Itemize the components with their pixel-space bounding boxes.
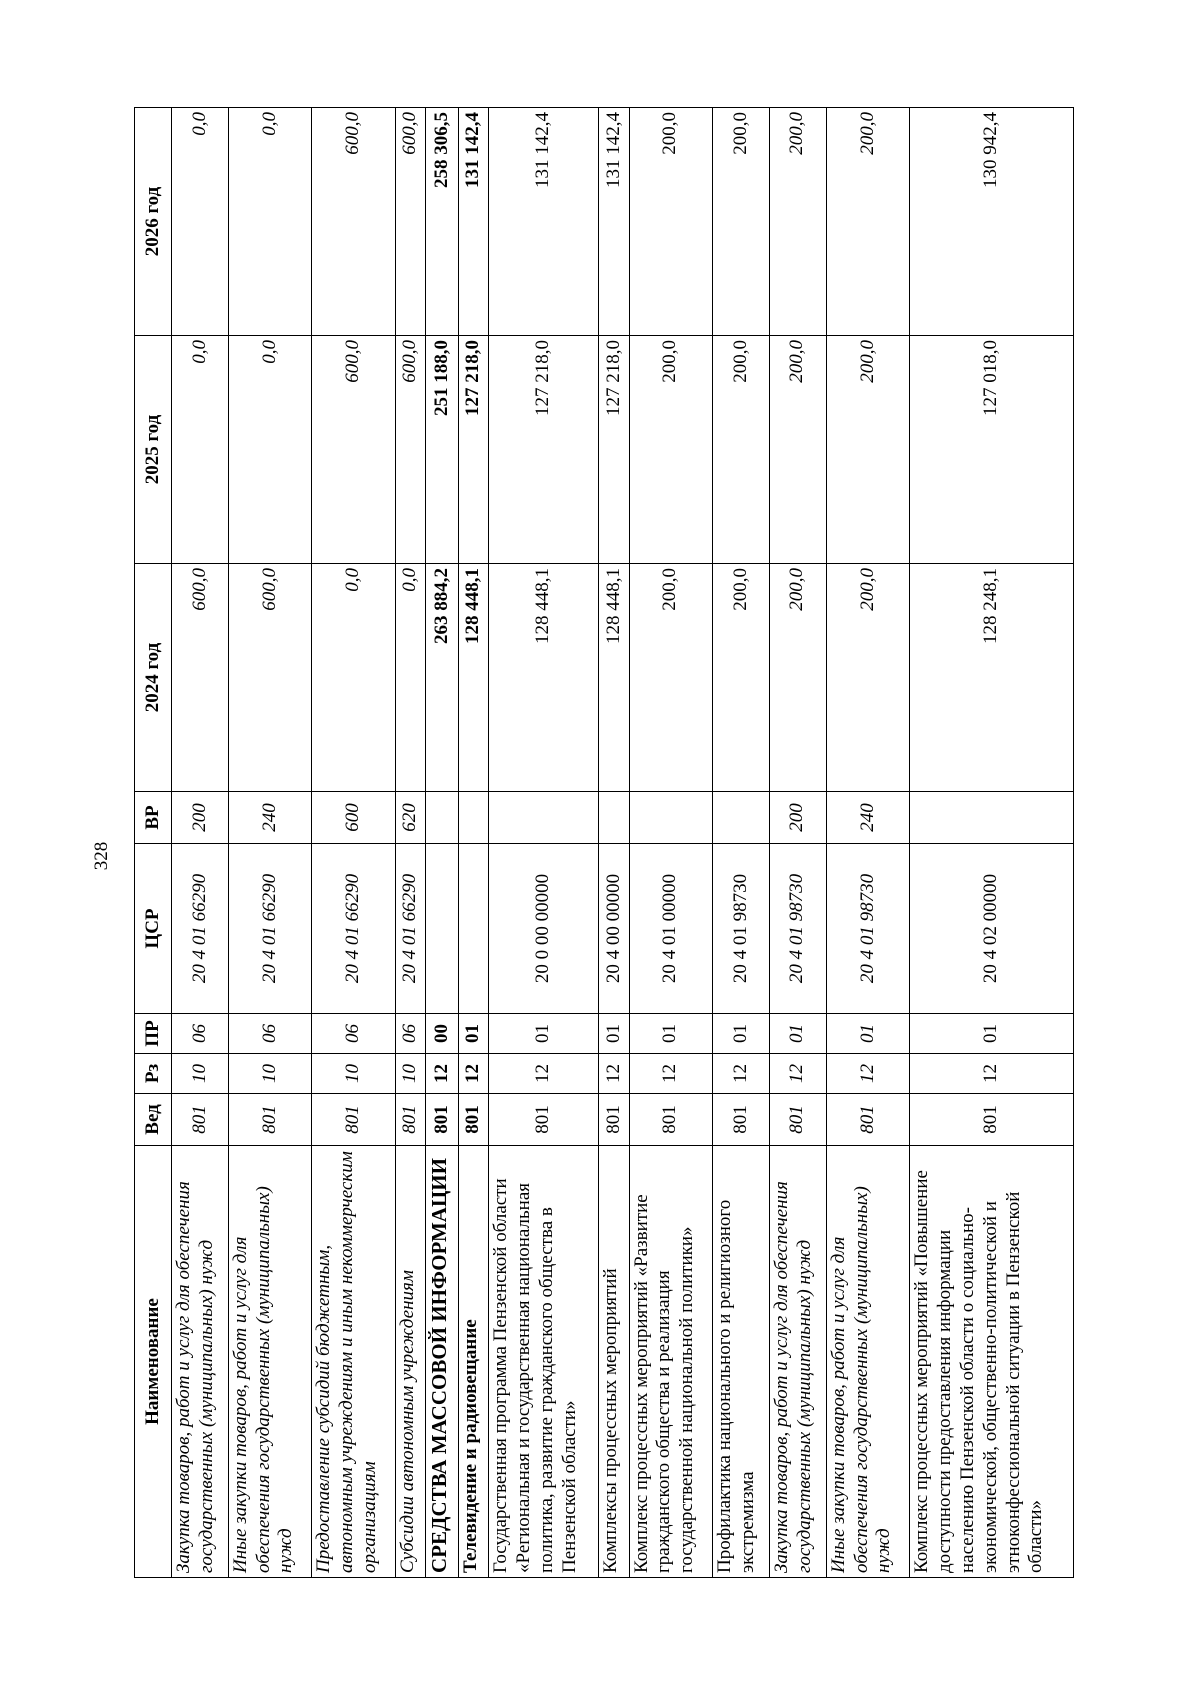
table-row bbox=[228, 108, 312, 1578]
row-pr: 00 bbox=[426, 1014, 459, 1054]
row-csr bbox=[459, 844, 489, 1014]
row-2026: 200,0 bbox=[629, 108, 713, 336]
row-vr bbox=[489, 792, 599, 844]
row-name: Комплекс процессных мероприятий «Повышение доступности предоставления информации населению Пензенской области о социально-экономической, общественно-политической и этноконфессиональной ситуации в Пензенской области» bbox=[910, 1146, 1074, 1578]
row-vr: 240 bbox=[826, 792, 910, 844]
row-2026: 131 142,4 bbox=[489, 108, 599, 336]
row-2026: 600,0 bbox=[312, 108, 396, 336]
row-name: Закупка товаров, работ и услуг для обеспечения государственных (муниципальных) нужд bbox=[769, 1146, 826, 1578]
row-rz: 12 bbox=[599, 1054, 629, 1094]
table-row bbox=[826, 108, 910, 1578]
row-2026: 130 942,4 bbox=[910, 108, 1074, 336]
row-rz: 10 bbox=[312, 1054, 396, 1094]
row-ved: 801 bbox=[910, 1094, 1074, 1146]
row-rz: 12 bbox=[629, 1054, 713, 1094]
row-2024: 0,0 bbox=[395, 564, 425, 792]
row-name: СРЕДСТВА МАССОВОЙ ИНФОРМАЦИИ bbox=[426, 1146, 459, 1578]
row-pr: 06 bbox=[395, 1014, 425, 1054]
row-name: Иные закупки товаров, работ и услуг для обеспечения государственных (муниципальных) нужд bbox=[228, 1146, 312, 1578]
row-2025: 127 218,0 bbox=[599, 336, 629, 564]
row-ved: 801 bbox=[826, 1094, 910, 1146]
row-csr: 20 4 01 66290 bbox=[172, 844, 229, 1014]
row-vr bbox=[713, 792, 770, 844]
table-row bbox=[769, 108, 826, 1578]
budget-table bbox=[134, 107, 1074, 1578]
row-2024: 200,0 bbox=[769, 564, 826, 792]
row-rz: 10 bbox=[172, 1054, 229, 1094]
row-2024: 600,0 bbox=[228, 564, 312, 792]
row-2025: 600,0 bbox=[312, 336, 396, 564]
row-pr: 06 bbox=[228, 1014, 312, 1054]
table-row bbox=[172, 108, 229, 1578]
row-pr: 01 bbox=[489, 1014, 599, 1054]
row-vr: 600 bbox=[312, 792, 396, 844]
row-vr bbox=[599, 792, 629, 844]
header-csr: ЦСР bbox=[135, 844, 172, 1014]
row-2024: 128 448,1 bbox=[599, 564, 629, 792]
header-row bbox=[135, 108, 172, 1578]
row-rz: 12 bbox=[713, 1054, 770, 1094]
row-ved: 801 bbox=[459, 1094, 489, 1146]
row-2026: 0,0 bbox=[172, 108, 229, 336]
row-2026: 0,0 bbox=[228, 108, 312, 336]
row-ved: 801 bbox=[769, 1094, 826, 1146]
row-rz: 10 bbox=[395, 1054, 425, 1094]
row-2025: 251 188,0 bbox=[426, 336, 459, 564]
row-vr bbox=[629, 792, 713, 844]
row-2025: 200,0 bbox=[769, 336, 826, 564]
row-vr bbox=[426, 792, 459, 844]
table-row bbox=[910, 108, 1074, 1578]
row-vr bbox=[459, 792, 489, 844]
rotated-page bbox=[134, 108, 1074, 1578]
row-2024: 200,0 bbox=[713, 564, 770, 792]
row-2025: 200,0 bbox=[826, 336, 910, 564]
row-2026: 200,0 bbox=[826, 108, 910, 336]
row-ved: 801 bbox=[426, 1094, 459, 1146]
row-rz: 12 bbox=[826, 1054, 910, 1094]
row-csr: 20 4 01 98730 bbox=[713, 844, 770, 1014]
row-vr: 620 bbox=[395, 792, 425, 844]
row-rz: 12 bbox=[459, 1054, 489, 1094]
table-row bbox=[459, 108, 489, 1578]
row-2025: 200,0 bbox=[629, 336, 713, 564]
row-2024: 0,0 bbox=[312, 564, 396, 792]
row-2026: 131 142,4 bbox=[459, 108, 489, 336]
row-pr: 01 bbox=[910, 1014, 1074, 1054]
row-pr: 01 bbox=[599, 1014, 629, 1054]
row-name: Комплекс процессных мероприятий «Развитие гражданского общества и реализация государственной национальной политики» bbox=[629, 1146, 713, 1578]
row-csr: 20 4 00 00000 bbox=[599, 844, 629, 1014]
table-row bbox=[629, 108, 713, 1578]
row-csr: 20 4 01 98730 bbox=[769, 844, 826, 1014]
row-name: Иные закупки товаров, работ и услуг для обеспечения государственных (муниципальных) нужд bbox=[826, 1146, 910, 1578]
row-name: Профилактика национального и религиозного экстремизма bbox=[713, 1146, 770, 1578]
row-csr: 20 0 00 00000 bbox=[489, 844, 599, 1014]
row-ved: 801 bbox=[599, 1094, 629, 1146]
table-row bbox=[713, 108, 770, 1578]
row-rz: 12 bbox=[489, 1054, 599, 1094]
row-pr: 06 bbox=[172, 1014, 229, 1054]
row-2026: 258 306,5 bbox=[426, 108, 459, 336]
row-2024: 600,0 bbox=[172, 564, 229, 792]
row-csr: 20 4 01 00000 bbox=[629, 844, 713, 1014]
row-pr: 01 bbox=[629, 1014, 713, 1054]
row-2025: 0,0 bbox=[172, 336, 229, 564]
header-ved: Вед bbox=[135, 1094, 172, 1146]
row-2024: 200,0 bbox=[629, 564, 713, 792]
row-csr: 20 4 02 00000 bbox=[910, 844, 1074, 1014]
header-rz: Рз bbox=[135, 1054, 172, 1094]
row-ved: 801 bbox=[172, 1094, 229, 1146]
header-pr: ПР bbox=[135, 1014, 172, 1054]
row-rz: 12 bbox=[426, 1054, 459, 1094]
row-pr: 01 bbox=[713, 1014, 770, 1054]
row-2024: 128 248,1 bbox=[910, 564, 1074, 792]
row-2025: 0,0 bbox=[228, 336, 312, 564]
row-name: Государственная программа Пензенской области «Региональная и государственная национальная политика, развитие гражданского общества в Пензенской области» bbox=[489, 1146, 599, 1578]
row-rz: 12 bbox=[769, 1054, 826, 1094]
row-2025: 600,0 bbox=[395, 336, 425, 564]
row-rz: 12 bbox=[910, 1054, 1074, 1094]
table-row bbox=[312, 108, 396, 1578]
table-row bbox=[489, 108, 599, 1578]
header-2025: 2025 год bbox=[135, 336, 172, 564]
row-name: Закупка товаров, работ и услуг для обеспечения государственных (муниципальных) нужд bbox=[172, 1146, 229, 1578]
row-2026: 600,0 bbox=[395, 108, 425, 336]
header-2024: 2024 год bbox=[135, 564, 172, 792]
row-vr bbox=[910, 792, 1074, 844]
row-vr: 200 bbox=[172, 792, 229, 844]
row-ved: 801 bbox=[395, 1094, 425, 1146]
row-2024: 263 884,2 bbox=[426, 564, 459, 792]
table-row bbox=[426, 108, 459, 1578]
row-2026: 131 142,4 bbox=[599, 108, 629, 336]
row-2024: 200,0 bbox=[826, 564, 910, 792]
row-name: Телевидение и радиовещание bbox=[459, 1146, 489, 1578]
row-rz: 10 bbox=[228, 1054, 312, 1094]
row-csr bbox=[426, 844, 459, 1014]
row-ved: 801 bbox=[629, 1094, 713, 1146]
row-2025: 127 218,0 bbox=[489, 336, 599, 564]
row-csr: 20 4 01 66290 bbox=[395, 844, 425, 1014]
table-row bbox=[395, 108, 425, 1578]
row-ved: 801 bbox=[312, 1094, 396, 1146]
row-csr: 20 4 01 98730 bbox=[826, 844, 910, 1014]
row-ved: 801 bbox=[489, 1094, 599, 1146]
table-body bbox=[172, 108, 1074, 1578]
row-name: Субсидии автономным учреждениям bbox=[395, 1146, 425, 1578]
row-2025: 127 018,0 bbox=[910, 336, 1074, 564]
row-ved: 801 bbox=[713, 1094, 770, 1146]
rotated-content bbox=[134, 108, 1074, 1578]
row-2026: 200,0 bbox=[769, 108, 826, 336]
row-vr: 240 bbox=[228, 792, 312, 844]
row-2024: 128 448,1 bbox=[459, 564, 489, 792]
header-2026: 2026 год bbox=[135, 108, 172, 336]
row-pr: 01 bbox=[769, 1014, 826, 1054]
row-csr: 20 4 01 66290 bbox=[228, 844, 312, 1014]
row-name: Комплексы процессных мероприятий bbox=[599, 1146, 629, 1578]
header-vr: ВР bbox=[135, 792, 172, 844]
page-number: 328 bbox=[91, 841, 112, 871]
row-vr: 200 bbox=[769, 792, 826, 844]
row-pr: 01 bbox=[826, 1014, 910, 1054]
row-2024: 128 448,1 bbox=[489, 564, 599, 792]
row-pr: 01 bbox=[459, 1014, 489, 1054]
row-pr: 06 bbox=[312, 1014, 396, 1054]
table-row bbox=[599, 108, 629, 1578]
header-name: Наименование bbox=[135, 1146, 172, 1578]
row-2025: 200,0 bbox=[713, 336, 770, 564]
row-ved: 801 bbox=[228, 1094, 312, 1146]
row-name: Предоставление субсидий бюджетным, автономным учреждениям и иным некоммерческим организациям bbox=[312, 1146, 396, 1578]
row-2025: 127 218,0 bbox=[459, 336, 489, 564]
row-2026: 200,0 bbox=[713, 108, 770, 336]
row-csr: 20 4 01 66290 bbox=[312, 844, 396, 1014]
